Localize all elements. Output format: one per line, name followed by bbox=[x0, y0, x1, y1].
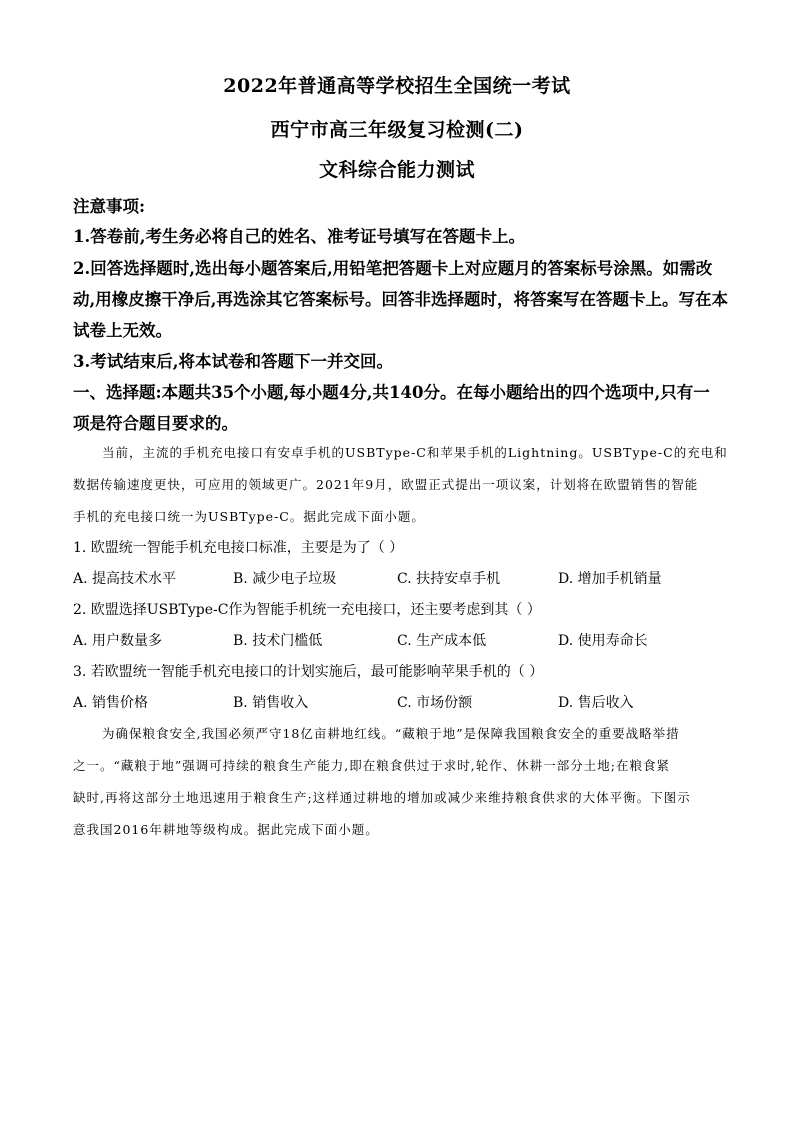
question-1-option-b: B. 减少电子垃圾 bbox=[233, 571, 337, 587]
passage-2-line-2: 之一。“藏粮于地”强调可持续的粮食生产能力,即在粮食供过于求时,轮作、休耕一部分土地;在粮食紧 bbox=[73, 758, 670, 773]
question-3-option-d: D. 售后收入 bbox=[558, 695, 634, 711]
question-2-option-d: D. 使用寿命长 bbox=[558, 633, 648, 649]
exam-subject: 文科综合能力测试 bbox=[318, 159, 475, 181]
notice-item-2-line-3: 试卷上无效。 bbox=[73, 321, 172, 340]
passage-2-line-3: 缺时,再将这部分土地迅速用于粮食生产;这样通过耕地的增加或减少来维持粮食供求的大体平衡。下图示 bbox=[73, 790, 691, 805]
exam-subtitle: 西宁市高三年级复习检测(二) bbox=[270, 119, 524, 141]
passage-1-line-3: 手机的充电接口统一为USBType-C。据此完成下面小题。 bbox=[73, 509, 425, 524]
question-1-option-a: A. 提高技术水平 bbox=[73, 571, 177, 587]
section-heading-line-2: 项是符合题目要求的。 bbox=[73, 414, 238, 433]
notice-item-2-line-1: 2.回答选择题时,选出每小题答案后,用铅笔把答题卡上对应题月的答案标号涂黑。如需改 bbox=[73, 259, 713, 278]
notice-item-3: 3.考试结束后,将本试卷和答题下一并交回。 bbox=[73, 352, 393, 371]
notice-item-2-line-2: 动,用橡皮擦干净后,再选涂其它答案标号。回答非选择题时，将答案写在答题卡上。写在本 bbox=[73, 290, 728, 309]
question-1-stem: 1. 欧盟统一智能手机充电接口标准，主要是为了（ ） bbox=[73, 540, 404, 556]
notice-item-1: 1.答卷前,考生务必将自己的姓名、准考证号填写在答题卡上。 bbox=[73, 227, 525, 246]
question-1-option-d: D. 增加手机销量 bbox=[558, 571, 662, 587]
question-3-option-c: C. 市场份额 bbox=[397, 695, 473, 711]
question-1-option-c: C. 扶持安卓手机 bbox=[397, 571, 501, 587]
section-heading-line-1: 一、选择题:本题共35个小题,每小题4分,共140分。在每小题给出的四个选项中,只有一 bbox=[73, 383, 710, 402]
question-3-option-b: B. 销售收入 bbox=[233, 695, 309, 711]
question-2-option-a: A. 用户数量多 bbox=[73, 633, 163, 649]
exam-title: 2022年普通高等学校招生全国统一考试 bbox=[223, 75, 571, 97]
question-2-option-c: C. 生产成本低 bbox=[397, 633, 487, 649]
passage-1-line-2: 数据传输速度更快，可应用的领域更广。2021年9月，欧盟正式提出一项议案，计划将在欧盟销售的智能 bbox=[73, 477, 699, 492]
question-3-option-a: A. 销售价格 bbox=[73, 695, 149, 711]
passage-2-line-4: 意我国2016年耕地等级构成。据此完成下面小题。 bbox=[73, 822, 379, 837]
passage-1-line-1: 当前，主流的手机充电接口有安卓手机的USBType-C和苹果手机的Lightning。USBType-C的充电和 bbox=[102, 445, 728, 460]
question-2-stem: 2. 欧盟选择USBType-C作为智能手机统一充电接口，还主要考虑到其（ ） bbox=[73, 602, 541, 618]
question-3-stem: 3. 若欧盟统一智能手机充电接口的计划实施后，最可能影响苹果手机的（ ） bbox=[73, 664, 544, 680]
passage-2-line-1: 为确保粮食安全,我国必须严守18亿亩耕地红线。“藏粮于地”是保障我国粮食安全的重要战略举措 bbox=[102, 726, 680, 741]
question-2-option-b: B. 技术门槛低 bbox=[233, 633, 323, 649]
notice-heading: 注意事项: bbox=[73, 197, 146, 216]
